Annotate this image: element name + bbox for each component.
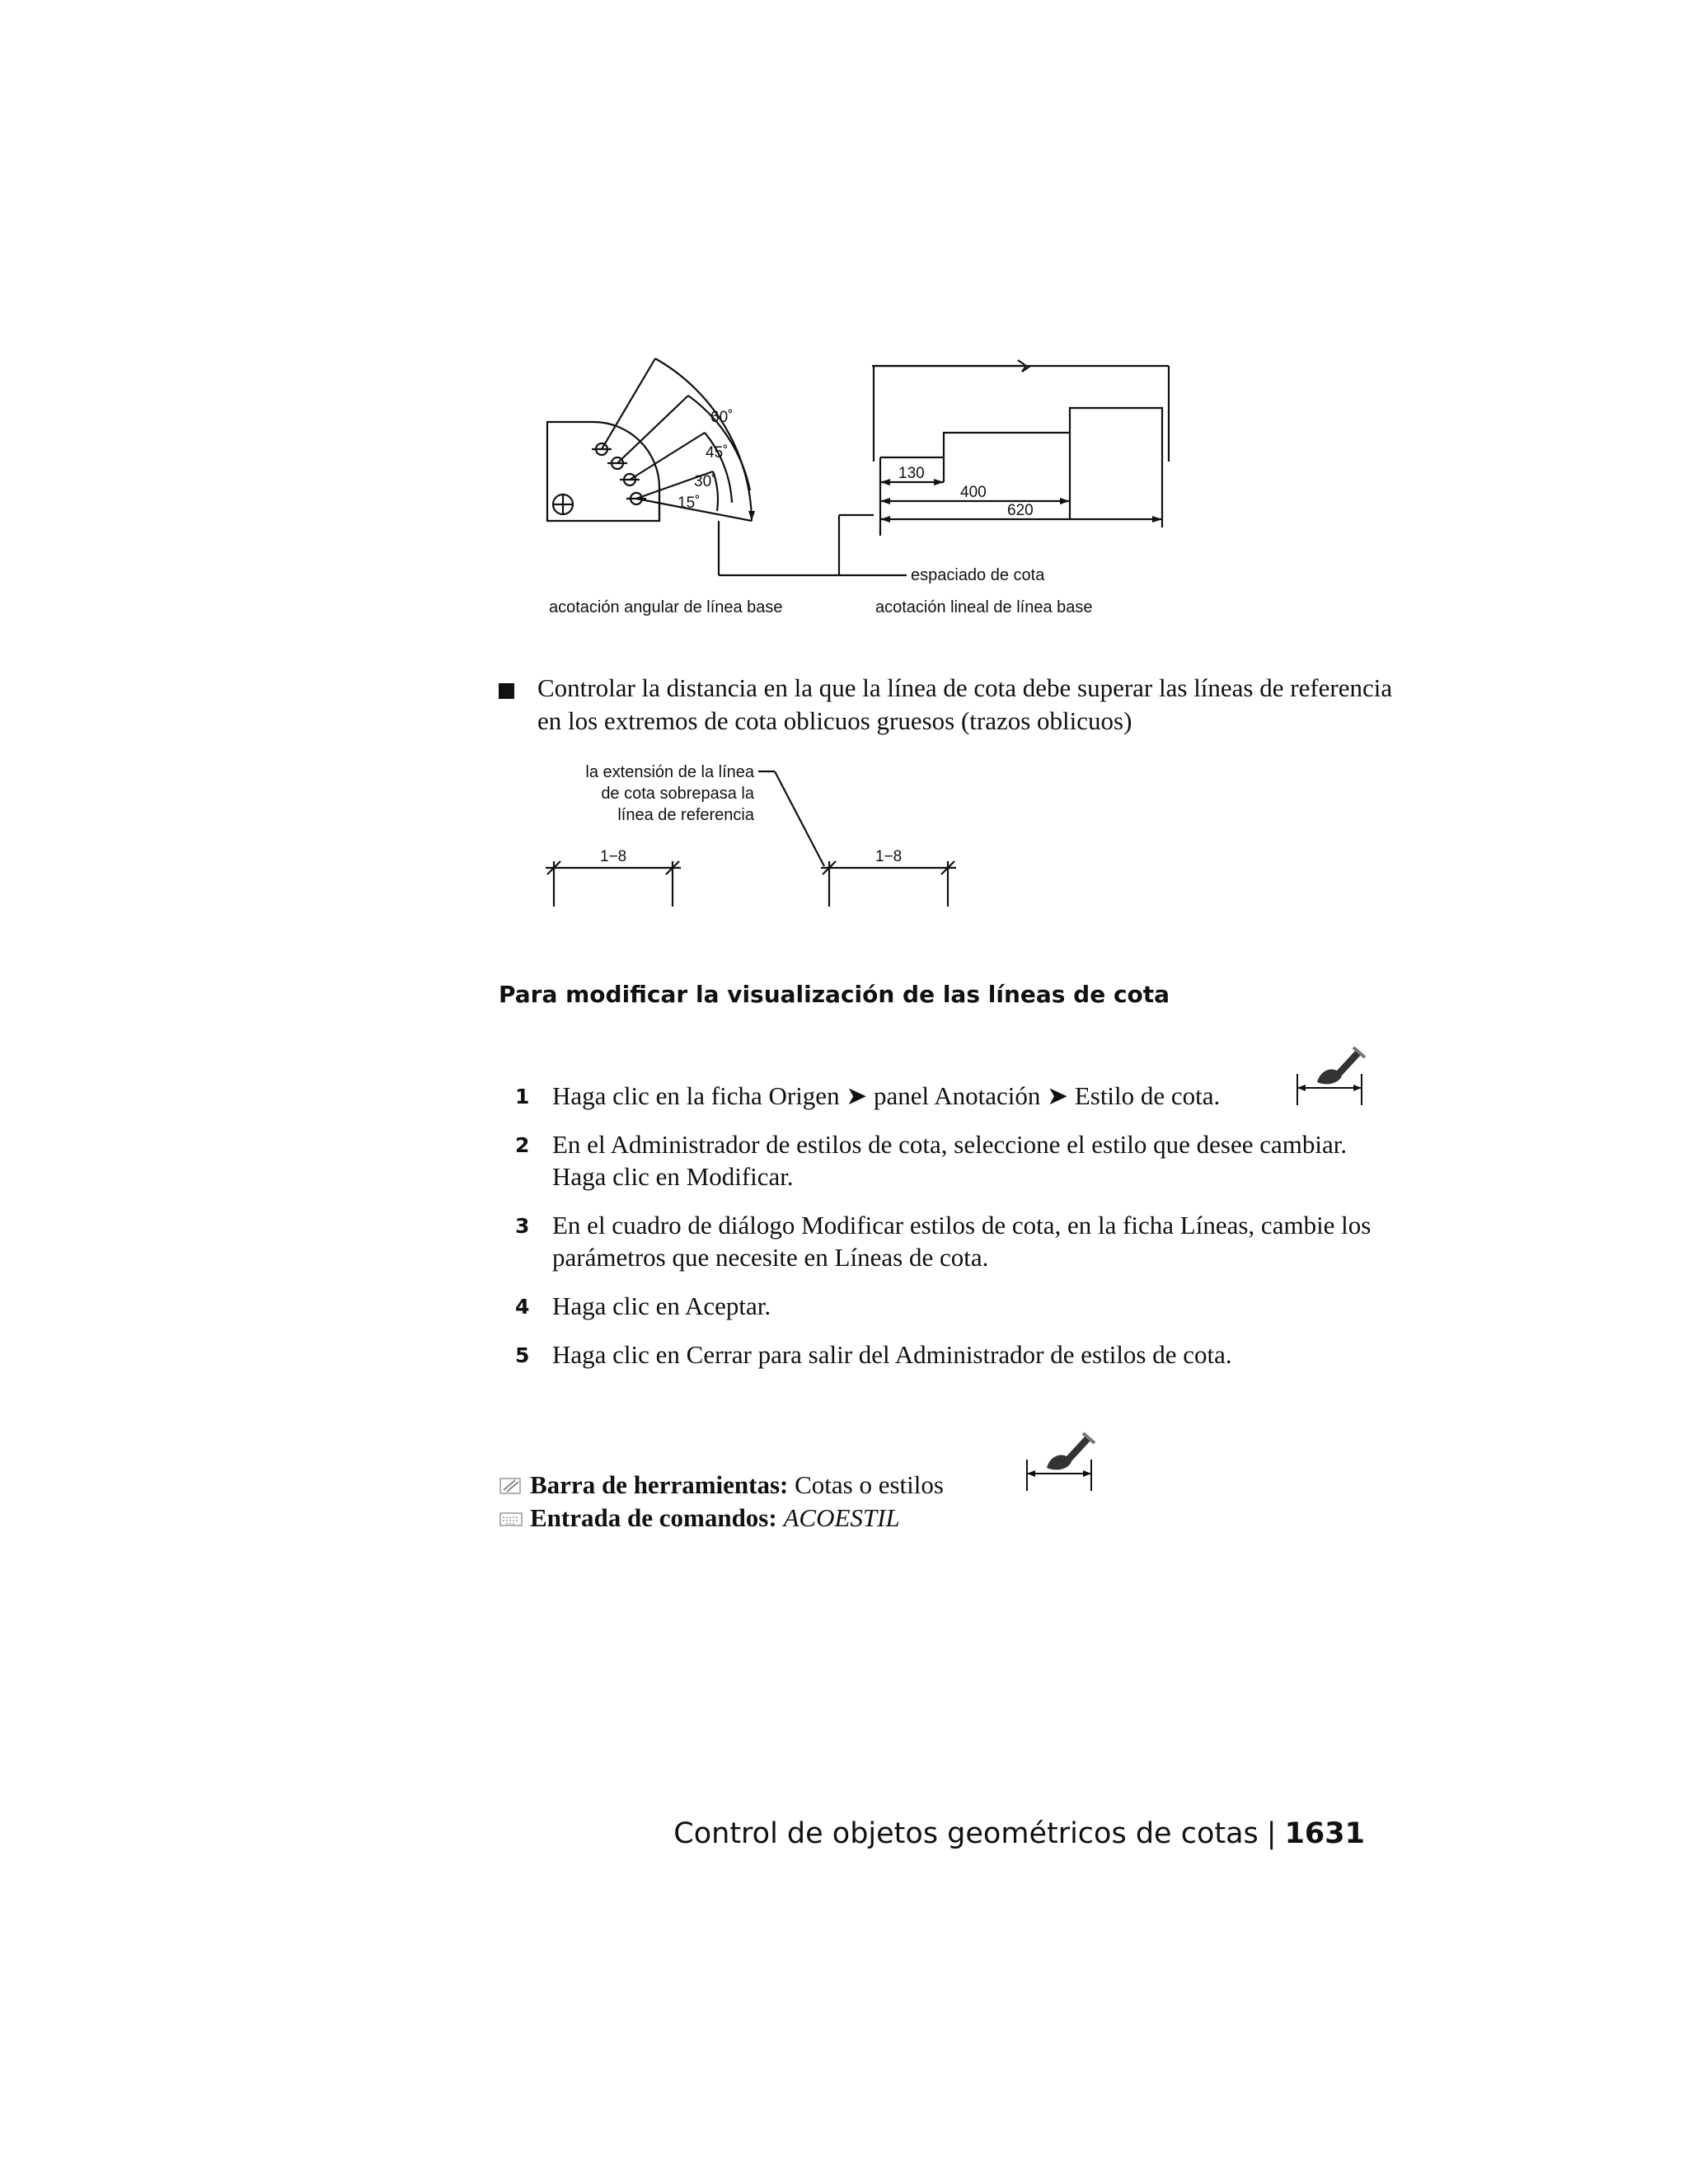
quick-reference bbox=[499, 1469, 944, 1535]
step-text: En el Administrador de estilos de cota, seleccione el estilo que desee cambiar. Haga clic en Modificar. bbox=[552, 1130, 1348, 1191]
toolbar-label: Barra de herramientas: bbox=[530, 1470, 789, 1499]
step-item bbox=[499, 1338, 1405, 1371]
step-number: 4 bbox=[515, 1295, 530, 1319]
caption-angular: acotación angular de línea base bbox=[549, 598, 783, 616]
toolbar-reference bbox=[499, 1469, 944, 1502]
angle-label-45: 45˚ bbox=[706, 444, 729, 462]
dimension-style-icon bbox=[1292, 1043, 1368, 1108]
page-number: 1631 bbox=[1284, 1817, 1365, 1850]
bullet-text: Controlar la distancia en la que la línea de cota debe superar las líneas de referencia en los extremos de cota oblicuos gruesos (trazos oblicuos) bbox=[537, 673, 1393, 735]
step-number: 2 bbox=[515, 1133, 530, 1157]
footer-title: Control de objetos geométricos de cotas bbox=[673, 1817, 1259, 1850]
toolbar-icon bbox=[499, 1475, 523, 1497]
dim-label-right: 1−8 bbox=[875, 848, 903, 865]
step-item bbox=[499, 1080, 1405, 1112]
step-text: Haga clic en la ficha Origen ➤ panel Anotación ➤ Estilo de cota. bbox=[552, 1081, 1221, 1110]
step-item bbox=[499, 1128, 1405, 1193]
dim-label-620: 620 bbox=[1007, 502, 1034, 519]
oblique-extension-figure bbox=[536, 754, 981, 919]
callout-line-3: línea de referencia bbox=[617, 806, 754, 824]
page-footer bbox=[673, 1817, 1365, 1850]
caption-linear: acotación lineal de línea base bbox=[875, 598, 1093, 616]
step-text: Haga clic en Cerrar para salir del Administrador de estilos de cota. bbox=[552, 1340, 1232, 1369]
keyboard-icon bbox=[499, 1508, 523, 1530]
angle-label-60: 60˚ bbox=[710, 409, 734, 426]
dim-label-left: 1−8 bbox=[600, 848, 627, 865]
step-number: 3 bbox=[515, 1214, 530, 1238]
callout-line-2: de cota sobrepasa la bbox=[601, 785, 754, 803]
step-item bbox=[499, 1290, 1405, 1322]
callout-line-1: la extensión de la línea bbox=[585, 763, 754, 781]
toolbar-value: Cotas o estilos bbox=[795, 1470, 944, 1499]
bullet-square-icon bbox=[499, 683, 514, 699]
dim-label-130: 130 bbox=[898, 465, 925, 482]
dim-label-400: 400 bbox=[960, 484, 987, 501]
step-number: 5 bbox=[515, 1343, 530, 1367]
dimension-style-toolbar-icon bbox=[1022, 1428, 1098, 1494]
command-reference bbox=[499, 1502, 944, 1535]
procedure-steps bbox=[499, 1080, 1405, 1387]
footer-separator: | bbox=[1266, 1817, 1277, 1850]
section-heading: Para modificar la visualización de las líneas de cota bbox=[499, 981, 1170, 1008]
command-label: Entrada de comandos: bbox=[530, 1503, 777, 1532]
command-value: ACOESTIL bbox=[783, 1503, 900, 1532]
angle-label-15: 15˚ bbox=[678, 494, 701, 512]
spacing-label: espaciado de cota bbox=[911, 566, 1045, 584]
step-item bbox=[499, 1209, 1405, 1273]
baseline-dimension-figure bbox=[528, 346, 1187, 626]
step-text: Haga clic en Aceptar. bbox=[552, 1291, 771, 1320]
step-text: En el cuadro de diálogo Modificar estilos de cota, en la ficha Líneas, cambie los parámetros que necesite en Líneas de cota. bbox=[552, 1211, 1372, 1272]
step-number: 1 bbox=[515, 1085, 530, 1108]
angle-label-30: 30˚ bbox=[694, 473, 717, 490]
bullet-item bbox=[499, 672, 1405, 738]
